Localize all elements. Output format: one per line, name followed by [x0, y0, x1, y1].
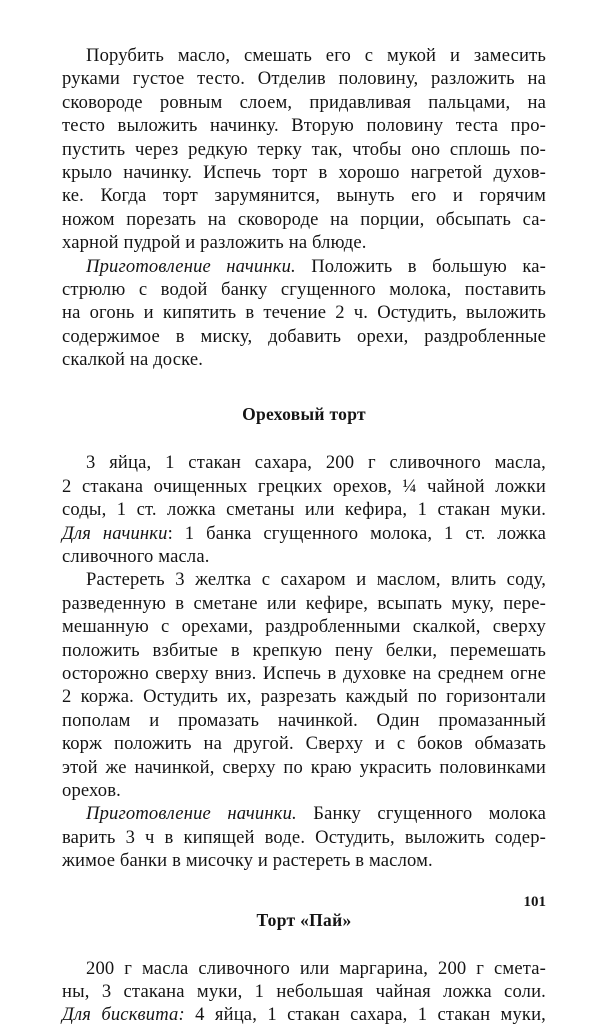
- text-line: жимое банки в мисочку и растереть в маслом.: [62, 850, 433, 872]
- text-line: скалкой на доске.: [62, 349, 204, 371]
- book-page: [62, 44, 546, 1027]
- recipe-walnut-cake: [62, 403, 546, 872]
- method-line: положить взбитые в крепкую пену белки, перемешать: [62, 639, 546, 661]
- text-span: 4 яйца, 1 стакан сахара, 1 стакан муки,: [184, 1004, 546, 1026]
- text-line: пустить через редкую терку так, чтобы оно сплошь по-: [62, 138, 546, 160]
- text-line: харной пудрой и разложить на блюде.: [62, 232, 367, 254]
- italic-lead: Для начинки: [62, 522, 168, 544]
- method-line: осторожно сверху вниз. Испечь в духовке на среднем огне: [62, 662, 546, 684]
- sponge-ingredients-line: [62, 1003, 546, 1026]
- filling-prep-line: [62, 255, 546, 278]
- ingredients-line: 200 г масла сливочного или маргарина, 200 г смета-: [86, 957, 546, 979]
- italic-lead: Приготовление начинки.: [86, 255, 296, 277]
- text-span: : 1 банка сгущенного молока, 1 ст. ложка: [167, 522, 547, 544]
- recipe-title: Торт «Пай»: [256, 909, 352, 930]
- page-number: 101: [523, 894, 546, 910]
- ingredients-line: ны, 3 стакана муки, 1 небольшая чайная ложка соли.: [62, 980, 546, 1002]
- method-line: Растереть 3 желтка с сахаром и маслом, влить соду,: [86, 569, 546, 591]
- italic-lead: Приготовление начинки.: [86, 803, 297, 825]
- text-line: варить 3 ч в кипящей воде. Остудить, выложить содер-: [62, 826, 546, 848]
- text-line: Порубить масло, смешать его с мукой и замесить: [86, 45, 546, 66]
- method-line: мешанную с орехами, раздробленными скалкой, сверху: [62, 616, 546, 638]
- method-line: разведенную в сметане или кефире, всыпать муку, пере-: [62, 592, 546, 614]
- method-line: орехов.: [62, 779, 121, 801]
- ingredients-line: соды, 1 ст. ложка сметаны или кефира, 1 стакан муки.: [62, 499, 546, 521]
- method-line: 2 коржа. Остудить их, разрезать каждый по горизонтали: [62, 686, 546, 708]
- text-line: содержимое в миску, добавить орехи, раздробленные: [62, 325, 546, 347]
- text-line: руками густое тесто. Отделив половину, разложить на: [62, 68, 546, 90]
- method-line: корж положить на другой. Сверху и с боков обмазать: [62, 733, 546, 755]
- text-line: стрюлю с водой банку сгущенного молока, поставить: [62, 278, 546, 300]
- text-line: ножом порезать на сковороде на порции, обсыпать са-: [62, 208, 546, 230]
- recipe-pie-cake: [62, 909, 546, 1027]
- text-line: сковороде ровным слоем, придавливая пальцами, на: [62, 91, 546, 113]
- italic-lead: Для бисквита:: [62, 1004, 185, 1026]
- ingredients-line: 3 яйца, 1 стакан сахара, 200 г сливочного масла,: [86, 452, 546, 474]
- text-line: крыло начинку. Испечь торт в хорошо нагретой духов-: [62, 161, 546, 183]
- method-line: пополам и промазать начинкой. Один промазанный: [62, 709, 546, 731]
- recipe-title: Ореховый торт: [242, 404, 366, 425]
- filling-ingredients-line: [62, 522, 546, 545]
- text-line: тесто выложить начинку. Вторую половину теста про-: [62, 115, 546, 137]
- recipe-continuation: [62, 44, 546, 371]
- filling-prep-line: [62, 802, 546, 825]
- ingredients-line: 2 стакана очищенных грецких орехов, ¼ чайной ложки: [62, 475, 546, 497]
- text-span: Положить в большую ка-: [295, 255, 546, 277]
- method-line: этой же начинкой, сверху по краю украсить половинками: [62, 756, 546, 778]
- text-span: Банку сгущенного молока: [296, 803, 546, 825]
- ingredients-line: сливочного масла.: [62, 546, 210, 568]
- text-line: на огонь и кипятить в течение 2 ч. Остудить, выложить: [62, 302, 546, 324]
- text-line: ке. Когда торт зарумянится, вынуть его и горячим: [62, 185, 546, 207]
